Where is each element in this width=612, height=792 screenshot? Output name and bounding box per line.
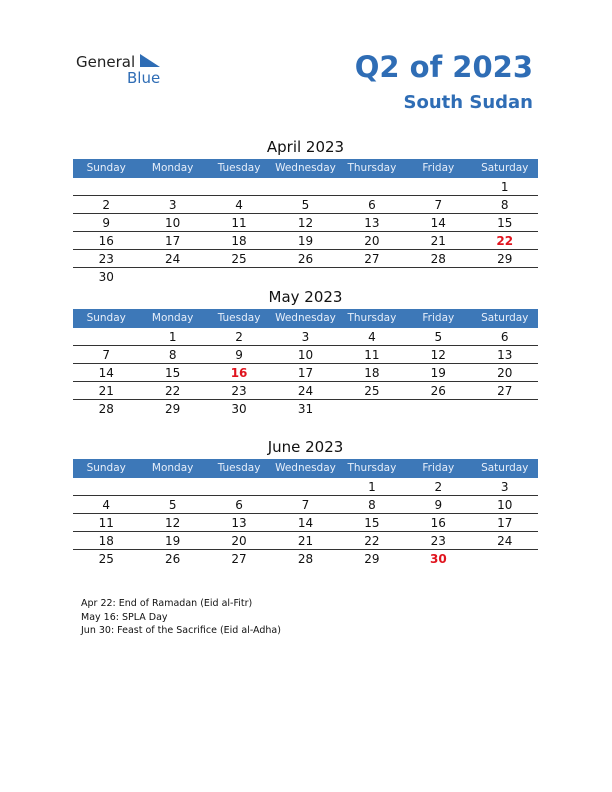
day-cell: 20 <box>497 366 513 380</box>
day-cell: 1 <box>168 330 177 344</box>
day-cell: 31 <box>297 402 314 416</box>
empty-day-cell <box>405 268 471 285</box>
day-cell: 25 <box>98 552 114 566</box>
week-row <box>73 382 538 400</box>
month-calendar-april <box>73 136 538 285</box>
day-cell: 28 <box>98 402 114 416</box>
day-cell: 8 <box>168 348 177 362</box>
holiday-day-cell: 16 <box>230 366 248 380</box>
day-cell: 18 <box>98 534 114 548</box>
day-cell: 9 <box>235 348 243 362</box>
weekday-label: Saturday <box>481 462 529 474</box>
logo-blue-text: Blue <box>127 69 161 87</box>
day-cell: 21 <box>297 534 314 548</box>
month-title: May 2023 <box>268 288 343 306</box>
day-cell: 3 <box>168 198 177 212</box>
day-cell: 24 <box>497 534 513 548</box>
day-cell: 13 <box>364 216 380 230</box>
day-cell: 25 <box>231 252 247 266</box>
holiday-note: May 16: SPLA Day <box>81 611 168 623</box>
weekday-label: Sunday <box>86 462 126 474</box>
day-cell: 6 <box>368 198 376 212</box>
weekday-label: Saturday <box>481 162 529 174</box>
day-cell: 12 <box>164 516 181 530</box>
week-row <box>73 364 538 382</box>
day-cell: 12 <box>430 348 446 362</box>
day-cell: 3 <box>301 330 310 344</box>
empty-day-cell <box>73 478 139 495</box>
weekday-label: Friday <box>422 462 455 474</box>
day-cell: 2 <box>102 198 111 212</box>
week-row <box>73 214 538 232</box>
day-cell: 2 <box>235 330 243 344</box>
day-cell: 7 <box>102 348 111 362</box>
day-cell: 22 <box>164 384 181 398</box>
week-row <box>73 532 538 550</box>
day-cell: 7 <box>301 498 310 512</box>
weekday-label: Wednesday <box>275 312 336 324</box>
empty-day-cell <box>139 478 205 495</box>
weekday-label: Wednesday <box>275 462 336 474</box>
week-row <box>73 496 538 514</box>
day-cell: 19 <box>164 534 181 548</box>
logo-general-text: General <box>76 53 136 71</box>
day-cell: 25 <box>364 384 380 398</box>
weekday-label: Tuesday <box>217 162 261 174</box>
day-cell: 9 <box>434 498 443 512</box>
weekday-label: Monday <box>151 162 194 174</box>
empty-day-cell <box>405 178 471 195</box>
week-row <box>73 250 538 268</box>
day-cell: 8 <box>368 498 376 512</box>
month-title: April 2023 <box>266 138 345 156</box>
day-cell: 20 <box>364 234 380 248</box>
day-cell: 22 <box>364 534 380 548</box>
day-cell: 28 <box>297 552 314 566</box>
week-row <box>73 268 538 285</box>
day-cell: 29 <box>364 552 380 566</box>
day-cell: 18 <box>231 234 247 248</box>
month-title: June 2023 <box>267 438 344 456</box>
day-cell: 14 <box>297 516 314 530</box>
day-cell: 28 <box>430 252 446 266</box>
weekday-header <box>73 459 538 478</box>
month-calendar-may <box>73 286 538 417</box>
week-row <box>73 232 538 250</box>
weekday-label: Wednesday <box>275 162 336 174</box>
day-cell: 13 <box>497 348 513 362</box>
day-cell: 21 <box>430 234 446 248</box>
day-cell: 7 <box>434 198 443 212</box>
holiday-note: Jun 30: Feast of the Sacrifice (Eid al-Adha) <box>81 625 281 636</box>
day-cell: 26 <box>164 552 181 566</box>
day-cell: 15 <box>364 516 380 530</box>
day-cell: 5 <box>434 330 443 344</box>
empty-day-cell <box>73 328 139 345</box>
month-calendar-june <box>73 436 538 567</box>
week-row <box>73 346 538 364</box>
day-cell: 15 <box>164 366 181 380</box>
day-cell: 30 <box>98 270 114 284</box>
empty-day-cell <box>272 478 338 495</box>
empty-day-cell <box>139 268 205 285</box>
day-cell: 11 <box>231 216 247 230</box>
day-cell: 2 <box>434 480 443 494</box>
day-cell: 14 <box>98 366 114 380</box>
week-row <box>73 400 538 417</box>
day-cell: 12 <box>297 216 314 230</box>
empty-day-cell <box>339 400 405 417</box>
weekday-label: Sunday <box>86 312 126 324</box>
day-cell: 27 <box>231 552 247 566</box>
day-cell: 26 <box>297 252 314 266</box>
weekday-label: Friday <box>422 312 455 324</box>
empty-day-cell <box>206 178 272 195</box>
day-cell: 23 <box>430 534 446 548</box>
empty-day-cell <box>206 268 272 285</box>
empty-day-cell <box>339 268 405 285</box>
empty-day-cell <box>272 178 338 195</box>
day-cell: 19 <box>430 366 446 380</box>
empty-day-cell <box>206 478 272 495</box>
day-cell: 1 <box>368 480 376 494</box>
day-cell: 6 <box>235 498 243 512</box>
day-cell: 17 <box>497 516 513 530</box>
empty-day-cell <box>472 400 538 417</box>
empty-day-cell <box>472 268 538 285</box>
day-cell: 23 <box>231 384 247 398</box>
day-cell: 6 <box>500 330 509 344</box>
day-cell: 20 <box>231 534 247 548</box>
weekday-label: Thursday <box>347 462 397 474</box>
day-cell: 10 <box>164 216 181 230</box>
week-row <box>73 196 538 214</box>
week-row <box>73 328 538 346</box>
day-cell: 27 <box>364 252 380 266</box>
day-cell: 10 <box>497 498 513 512</box>
day-cell: 24 <box>297 384 314 398</box>
logo <box>76 53 176 89</box>
week-row <box>73 178 538 196</box>
weekday-label: Tuesday <box>217 462 261 474</box>
day-cell: 11 <box>364 348 380 362</box>
day-cell: 10 <box>297 348 314 362</box>
holiday-note: Apr 22: End of Ramadan (Eid al-Fitr) <box>81 598 253 609</box>
empty-day-cell <box>339 178 405 195</box>
day-cell: 16 <box>430 516 446 530</box>
weekday-label: Monday <box>151 462 194 474</box>
day-cell: 5 <box>301 198 310 212</box>
weekday-label: Thursday <box>347 162 397 174</box>
weekday-label: Monday <box>151 312 194 324</box>
empty-day-cell <box>405 400 471 417</box>
day-cell: 1 <box>500 180 509 194</box>
day-cell: 27 <box>497 384 513 398</box>
empty-day-cell <box>272 268 338 285</box>
day-cell: 11 <box>98 516 114 530</box>
day-cell: 4 <box>368 330 376 344</box>
day-cell: 18 <box>364 366 380 380</box>
day-cell: 3 <box>500 480 509 494</box>
day-cell: 9 <box>102 216 111 230</box>
holiday-day-cell: 30 <box>429 552 447 566</box>
weekday-label: Friday <box>422 162 455 174</box>
empty-day-cell <box>139 178 205 195</box>
day-cell: 30 <box>231 402 247 416</box>
weekday-label: Saturday <box>481 312 529 324</box>
day-cell: 17 <box>164 234 181 248</box>
week-row <box>73 550 538 567</box>
day-cell: 29 <box>497 252 513 266</box>
weekday-label: Tuesday <box>217 312 261 324</box>
day-cell: 19 <box>297 234 314 248</box>
empty-day-cell <box>472 550 538 567</box>
day-cell: 15 <box>497 216 513 230</box>
empty-day-cell <box>73 178 139 195</box>
day-cell: 4 <box>102 498 111 512</box>
day-cell: 21 <box>98 384 114 398</box>
weekday-header <box>73 309 538 328</box>
day-cell: 29 <box>164 402 181 416</box>
day-cell: 16 <box>98 234 114 248</box>
country-name: South Sudan <box>403 92 533 113</box>
weekday-header <box>73 159 538 178</box>
holiday-day-cell: 22 <box>496 234 514 248</box>
day-cell: 23 <box>98 252 114 266</box>
day-cell: 14 <box>430 216 446 230</box>
day-cell: 8 <box>500 198 509 212</box>
day-cell: 17 <box>297 366 314 380</box>
logo-flag-icon <box>140 54 160 67</box>
weekday-label: Thursday <box>347 312 397 324</box>
week-row <box>73 514 538 532</box>
day-cell: 5 <box>168 498 177 512</box>
day-cell: 26 <box>430 384 446 398</box>
holiday-notes <box>81 597 281 638</box>
day-cell: 4 <box>235 198 243 212</box>
day-cell: 24 <box>164 252 181 266</box>
week-row <box>73 478 538 496</box>
weekday-label: Sunday <box>86 162 126 174</box>
day-cell: 13 <box>231 516 247 530</box>
page-title: Q2 of 2023 <box>354 50 533 84</box>
